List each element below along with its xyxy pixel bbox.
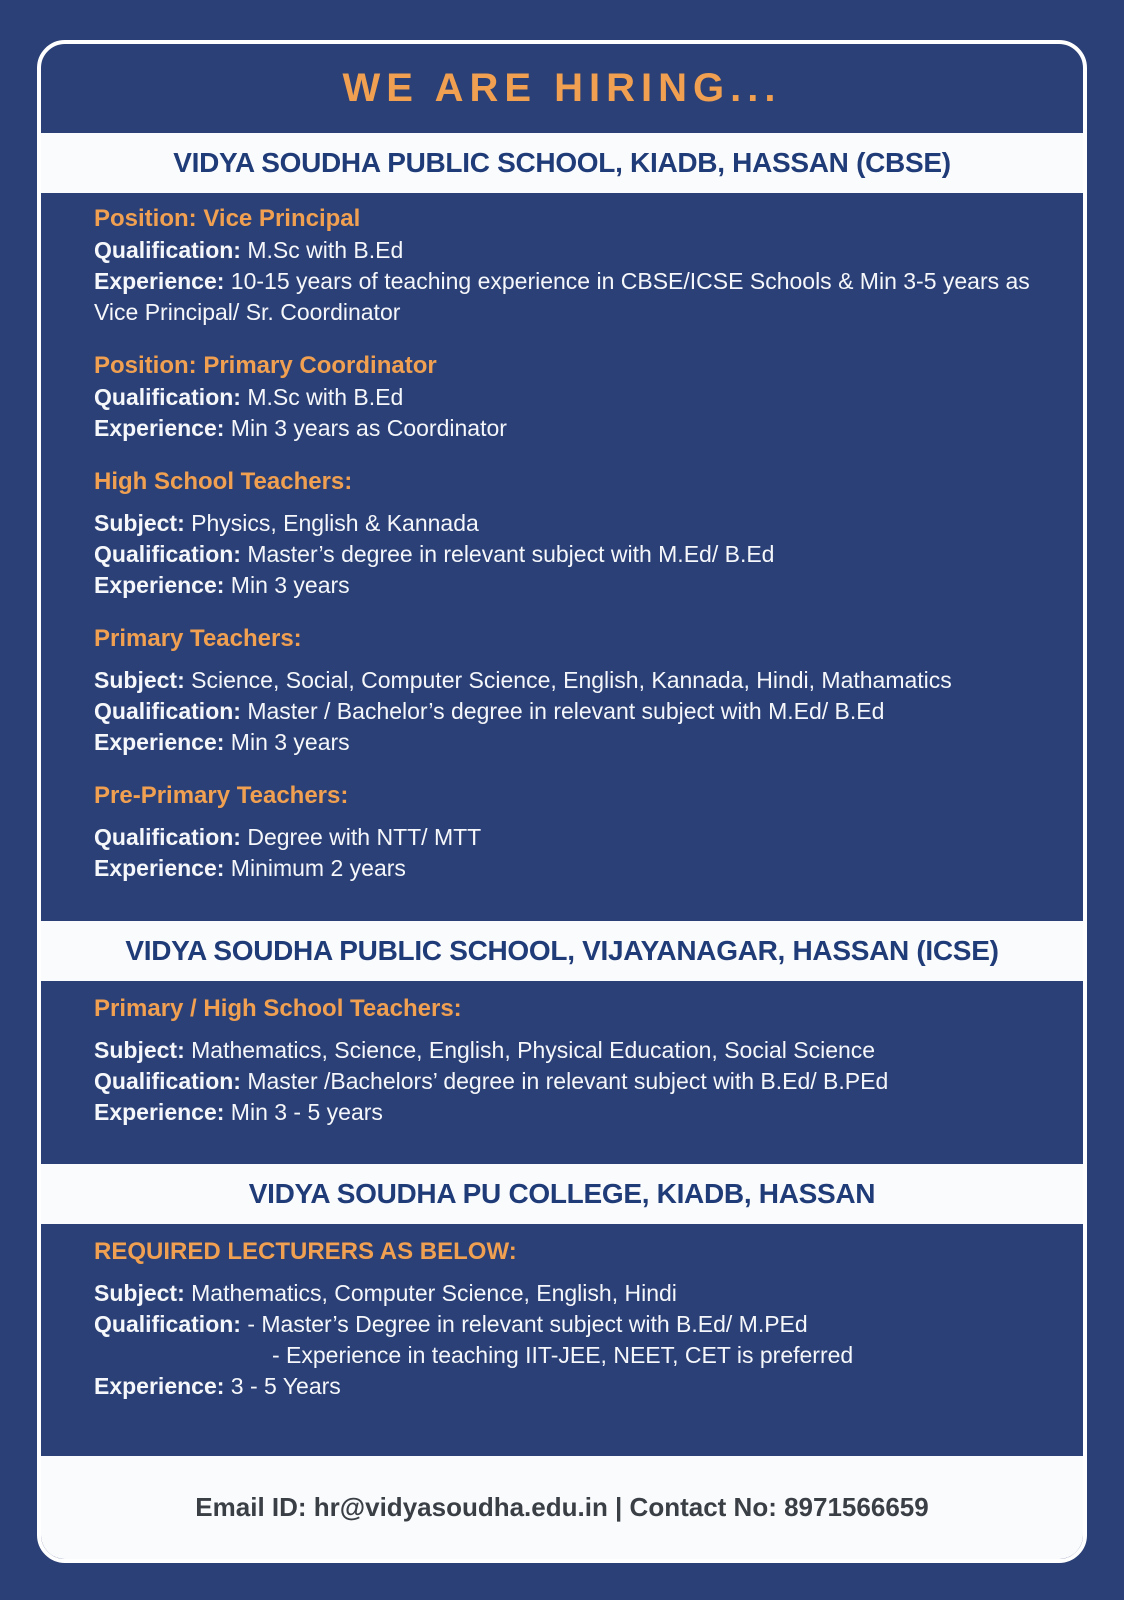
school-title-icse: VIDYA SOUDHA PUBLIC SCHOOL, VIJAYANAGAR, HASSAN (ICSE) bbox=[125, 935, 999, 966]
school-title-pu-college: VIDYA SOUDHA PU COLLEGE, KIADB, HASSAN bbox=[248, 1178, 876, 1209]
field-value: Mathematics, Computer Science, English, Hindi bbox=[191, 1280, 677, 1306]
job-high-school-teachers bbox=[94, 466, 1053, 601]
job-field-row bbox=[94, 1371, 1053, 1402]
section-icse-jobs bbox=[41, 981, 1083, 1164]
section-pu-college-jobs bbox=[41, 1224, 1083, 1456]
job-heading: High School Teachers: bbox=[94, 468, 353, 495]
job-field-row bbox=[94, 539, 1053, 570]
field-label: Subject: bbox=[94, 1037, 185, 1063]
field-value: Min 3 years bbox=[230, 572, 350, 598]
field-value: Physics, English & Kannada bbox=[191, 510, 479, 536]
job-field-row bbox=[94, 382, 1053, 413]
job-field-row bbox=[94, 853, 1053, 884]
job-field-row bbox=[94, 570, 1053, 601]
job-heading: REQUIRED LECTURERS AS BELOW: bbox=[94, 1238, 517, 1265]
job-vice-principal bbox=[94, 203, 1053, 328]
job-field-row bbox=[94, 1278, 1053, 1309]
field-value: - Experience in teaching IIT-JEE, NEET, CET is preferred bbox=[272, 1342, 854, 1368]
field-value: Mathematics, Science, English, Physical Education, Social Science bbox=[191, 1037, 876, 1063]
section-cbse-jobs bbox=[41, 193, 1083, 921]
hero-title: WE ARE HIRING... bbox=[342, 66, 782, 110]
field-value: Min 3 years as Coordinator bbox=[230, 415, 507, 441]
field-label: Experience: bbox=[94, 268, 225, 294]
field-label: Qualification: bbox=[94, 384, 241, 410]
field-value: Master /Bachelors’ degree in relevant subject with B.Ed/ B.PEd bbox=[247, 1068, 889, 1094]
field-label: Experience: bbox=[94, 855, 225, 881]
field-value: M.Sc with B.Ed bbox=[247, 237, 404, 263]
field-label: Qualification: bbox=[94, 541, 241, 567]
job-field-row bbox=[94, 1309, 1053, 1340]
job-primary-teachers bbox=[94, 623, 1053, 758]
field-label: Experience: bbox=[94, 1099, 225, 1125]
job-primary-coordinator bbox=[94, 350, 1053, 444]
job-field-row bbox=[94, 1097, 1053, 1128]
job-field-row bbox=[94, 822, 1053, 853]
job-heading: Primary Teachers: bbox=[94, 625, 302, 652]
field-value: Min 3 - 5 years bbox=[230, 1099, 383, 1125]
job-field-row bbox=[94, 235, 1053, 266]
field-label: Qualification: bbox=[94, 237, 241, 263]
job-field-row bbox=[94, 266, 1053, 328]
field-label: Qualification: bbox=[94, 1068, 241, 1094]
field-value: - Master’s Degree in relevant subject with B.Ed/ M.PEd bbox=[247, 1311, 808, 1337]
job-field-row bbox=[94, 665, 1053, 696]
field-label: Qualification: bbox=[94, 1311, 241, 1337]
school-title-cbse: VIDYA SOUDHA PUBLIC SCHOOL, KIADB, HASSAN (CBSE) bbox=[173, 147, 951, 178]
field-value: Minimum 2 years bbox=[230, 855, 406, 881]
job-primary-high-school-teachers bbox=[94, 993, 1053, 1128]
school-band-pu-college bbox=[41, 1164, 1083, 1224]
poster-frame bbox=[37, 40, 1087, 1563]
field-value: Min 3 years bbox=[230, 729, 350, 755]
contact-info: Email ID: hr@vidyasoudha.edu.in | Contact No: 8971566659 bbox=[195, 1492, 929, 1522]
job-heading: Primary / High School Teachers: bbox=[94, 995, 462, 1022]
field-value: Science, Social, Computer Science, English, Kannada, Hindi, Mathamatics bbox=[191, 667, 952, 693]
field-label: Qualification: bbox=[94, 824, 241, 850]
job-field-row bbox=[94, 1066, 1053, 1097]
school-band-cbse bbox=[41, 133, 1083, 193]
hero-banner bbox=[41, 44, 1083, 133]
field-value: M.Sc with B.Ed bbox=[247, 384, 404, 410]
job-field-row-continuation bbox=[94, 1340, 1053, 1371]
field-label: Qualification: bbox=[94, 698, 241, 724]
contact-footer bbox=[41, 1456, 1083, 1559]
school-band-icse bbox=[41, 921, 1083, 981]
job-heading: Pre-Primary Teachers: bbox=[94, 782, 349, 809]
job-heading: Position: Vice Principal bbox=[94, 205, 361, 232]
field-label: Subject: bbox=[94, 510, 185, 536]
field-value: Degree with NTT/ MTT bbox=[247, 824, 482, 850]
job-required-lecturers bbox=[94, 1236, 1053, 1402]
field-value: Master / Bachelor’s degree in relevant subject with M.Ed/ B.Ed bbox=[247, 698, 885, 724]
job-field-row bbox=[94, 508, 1053, 539]
job-field-row bbox=[94, 696, 1053, 727]
field-value: 10-15 years of teaching experience in CBSE/ICSE Schools & Min 3-5 years as Vice Principal/ Sr. Coordinator bbox=[94, 268, 1030, 325]
field-label: Experience: bbox=[94, 1373, 225, 1399]
job-pre-primary-teachers bbox=[94, 780, 1053, 884]
job-field-row bbox=[94, 727, 1053, 758]
job-field-row bbox=[94, 1035, 1053, 1066]
field-label: Experience: bbox=[94, 572, 225, 598]
job-field-row bbox=[94, 413, 1053, 444]
field-value: 3 - 5 Years bbox=[230, 1373, 341, 1399]
field-label: Subject: bbox=[94, 1280, 185, 1306]
field-label: Experience: bbox=[94, 415, 225, 441]
field-label: Subject: bbox=[94, 667, 185, 693]
field-value: Master’s degree in relevant subject with M.Ed/ B.Ed bbox=[247, 541, 775, 567]
job-heading: Position: Primary Coordinator bbox=[94, 352, 437, 379]
field-label: Experience: bbox=[94, 729, 225, 755]
